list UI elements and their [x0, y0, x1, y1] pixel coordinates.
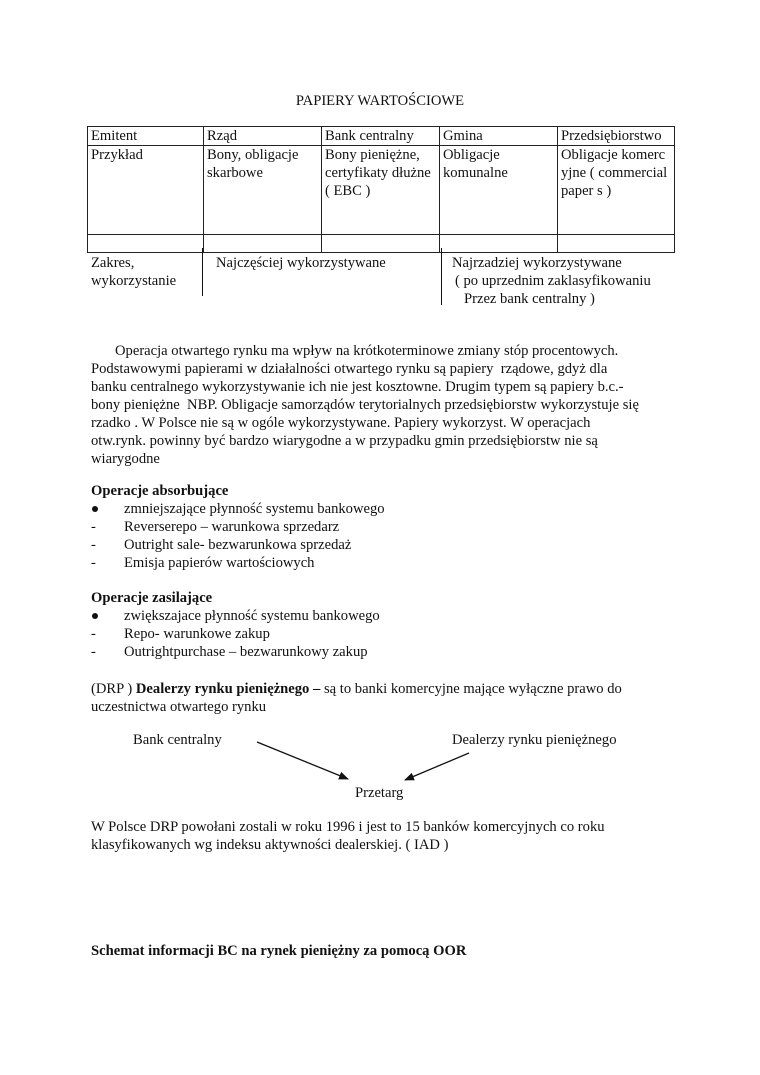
usage-least-line: ( po uprzednim zaklasyfikowaniu	[455, 273, 651, 289]
drp-text: są to banki komercyjne mające wyłączne prawo do	[320, 681, 622, 697]
supplying-heading: Operacje zasilające	[91, 590, 213, 606]
diagram-node-bank-centralny: Bank centralny	[133, 732, 222, 748]
table-cell: Bony pieniężne, certyfikaty dłużne ( EBC )	[322, 146, 440, 235]
paragraph-line: wiarygodne	[91, 451, 160, 467]
document-title: PAPIERY WARTOŚCIOWE	[295, 93, 465, 109]
table-header-cell: Emitent	[88, 127, 204, 146]
list-item-text: Repo- warunkowe zakup	[124, 626, 270, 642]
table-header-cell: Przedsiębiorstwo	[558, 127, 675, 146]
schemat-heading: Schemat informacji BC na rynek pieniężny za pomocą OOR	[91, 943, 467, 959]
table-header-cell: Bank centralny	[322, 127, 440, 146]
paragraph-line: W Polsce DRP powołani zostali w roku 1996 i jest to 15 banków komercyjnych co roku	[91, 819, 605, 835]
table-cell: Przykład	[88, 146, 204, 235]
dash-marker: -	[91, 644, 96, 660]
table-header-cell: Gmina	[440, 127, 558, 146]
paragraph-line: Podstawowymi papierami w działalności otwartego rynku są papiery rządowe, gdyż dla	[91, 361, 608, 377]
usage-label-line: Zakres,	[91, 255, 135, 271]
drp-term: Dealerzy rynku pieniężnego –	[135, 681, 321, 697]
table-cell-text: Obligacje komercyjne ( commercialpaper s )	[561, 147, 668, 199]
diagram-node-dealerzy: Dealerzy rynku pieniężnego	[452, 732, 617, 748]
list-item-text: Outright sale- bezwarunkowa sprzedaż	[124, 537, 352, 553]
paragraph-line: bony pieniężne NBP. Obligacje samorządów terytorialnych przedsiębiorstw wykorzystuje się	[91, 397, 639, 413]
usage-least-line: Przez bank centralny )	[464, 291, 595, 307]
list-item-text: zmniejszające płynność systemu bankowego	[124, 501, 385, 517]
paragraph-line: otw.rynk. powinny być bardzo wiarygodne a w przypadku gmin przedsiębiorstw nie są	[91, 433, 598, 449]
absorbing-heading: Operacje absorbujące	[91, 483, 229, 499]
usage-most-used: Najczęściej wykorzystywane	[216, 255, 386, 271]
table-cell: Obligacje komunalne	[440, 146, 558, 235]
dash-marker: -	[91, 537, 96, 553]
list-item-text: Reverserepo – warunkowa sprzedarz	[124, 519, 340, 535]
dash-marker: -	[91, 555, 96, 571]
paragraph-line: rzadko . W Polsce nie są w ogóle wykorzystywane. Papiery wykorzyst. W operacjach	[91, 415, 591, 431]
usage-least-line: Najrzadziej wykorzystywane	[452, 255, 622, 271]
drp-line: uczestnictwa otwartego rynku	[91, 699, 267, 715]
diagram-node-przetarg: Przetarg	[355, 785, 404, 801]
list-item-text: Emisja papierów wartościowych	[124, 555, 315, 571]
closing-paragraph	[91, 818, 671, 854]
dash-marker: -	[91, 626, 96, 642]
table-cell: Bony, obligacje skarbowe	[204, 146, 322, 235]
list-item-text: Outrightpurchase – bezwarunkowy zakup	[124, 644, 368, 660]
paragraph-text: Operacja otwartego rynku ma wpływ na krótkoterminowe zmiany stóp procentowych.	[115, 343, 619, 359]
list-item-text: zwiększajace płynność systemu bankowego	[124, 608, 380, 624]
drp-prefix: (DRP )	[91, 681, 136, 697]
arrow-icon	[405, 753, 469, 780]
paragraph-line: klasyfikowanych wg indeksu aktywności dealerskiej. ( IAD )	[91, 837, 449, 853]
paragraph-line: banku centralnego wykorzystywanie ich nie jest kosztowne. Drugim typem są papiery b.c.-	[91, 379, 624, 395]
dash-marker: -	[91, 519, 96, 535]
arrow-icon	[257, 742, 348, 779]
table-header-cell: Rząd	[204, 127, 322, 146]
usage-label-line: wykorzystanie	[91, 273, 177, 289]
